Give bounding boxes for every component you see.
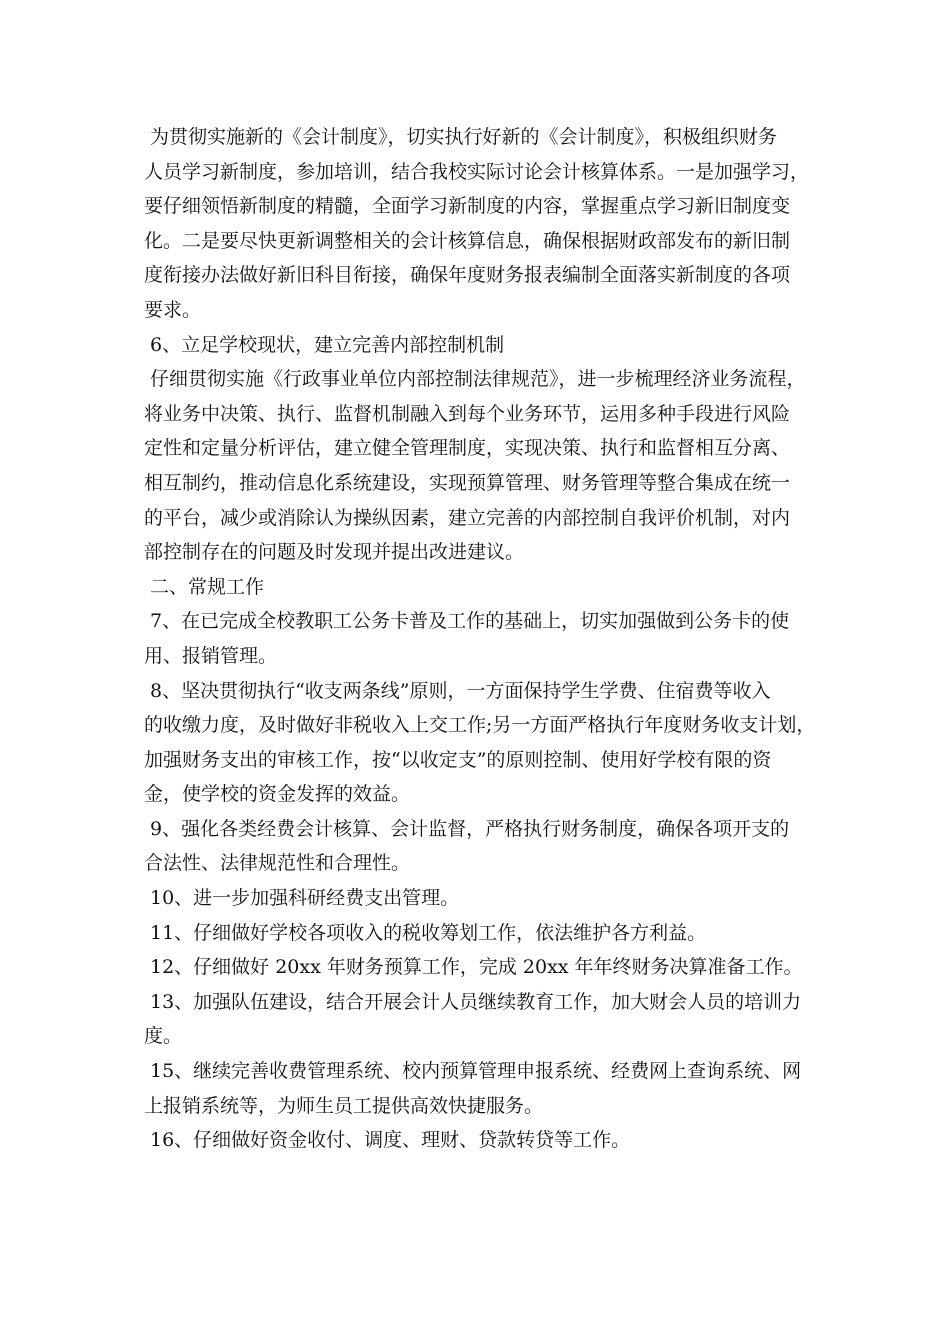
text-line: 将业务中决策、执行、监督机制融入到每个业务环节，运用多种手段进行风险 — [144, 402, 791, 425]
text-line: 人员学习新制度，参加培训，结合我校实际讨论会计核算体系。一是加强学习， — [144, 160, 810, 183]
text-line: 合法性、法律规范性和合理性。 — [144, 852, 411, 875]
item-16 — [144, 1123, 812, 1158]
text-line: 的平台，减少或消除认为操纵因素，建立完善的内部控制自我评价机制，对内 — [144, 506, 791, 529]
document-body — [144, 120, 816, 1158]
text-line: 化。二是要尽快更新调整相关的会计核算信息，确保根据财政部发布的新旧制 — [144, 229, 791, 252]
text-line: 相互制约，推动信息化系统建设，实现预算管理、财务管理等整合集成在统一 — [144, 471, 791, 494]
text-line: 9、强化各类经费会计核算、会计监督，严格执行财务制度，确保各项开支的 — [150, 817, 790, 840]
item-11 — [144, 916, 812, 951]
text-line: 6、立足学校现状，建立完善内部控制机制 — [150, 333, 505, 356]
text-line: 16、仔细做好资金收付、调度、理财、贷款转贷等工作。 — [150, 1129, 631, 1152]
section-heading-routine-work — [144, 570, 812, 605]
text-line: 15、继续完善收费管理系统、校内预算管理申报系统、经费网上查询系统、网 — [150, 1060, 802, 1083]
text-line: 二、常规工作 — [150, 575, 265, 598]
text-line: 13、加强队伍建设，结合开展会计人员继续教育工作，加大财会人员的培训力 — [150, 990, 802, 1013]
paragraph-internal-control — [144, 362, 812, 570]
text-line: 仔细贯彻实施《行政事业单位内部控制法律规范》，进一步梳理经济业务流程， — [150, 368, 806, 391]
paragraph-accounting-system — [144, 120, 812, 328]
heading-item-6 — [144, 328, 812, 363]
text-line: 7、在已完成全校教职工公务卡普及工作的基础上，切实加强做到公务卡的使 — [150, 610, 790, 633]
item-13 — [144, 985, 812, 1054]
text-line: 度。 — [144, 1025, 183, 1048]
text-line: 11、仔细做好学校各项收入的税收筹划工作，依法维护各方利益。 — [150, 921, 707, 944]
item-7 — [144, 604, 812, 673]
item-12 — [144, 950, 812, 985]
text-line: 的收缴力度，及时做好非税收入上交工作;另一方面严格执行年度财务收支计划， — [144, 714, 816, 737]
text-line: 定性和定量分析评估，建立健全管理制度，实现决策、执行和监督相互分离、 — [144, 437, 791, 460]
item-10 — [144, 881, 812, 916]
text-line: 部控制存在的问题及时发现并提出改进建议。 — [144, 541, 525, 564]
item-15 — [144, 1054, 812, 1123]
text-line: 用、报销管理。 — [144, 644, 278, 667]
text-line: 10、进一步加强科研经费支出管理。 — [150, 887, 460, 910]
item-8 — [144, 674, 816, 812]
text-line: 金，使学校的资金发挥的效益。 — [144, 783, 411, 806]
text-line: 12、仔细做好 20xx 年财务预算工作，完成 20xx 年年终财务决算准备工作。 — [150, 956, 803, 979]
item-9 — [144, 812, 812, 881]
text-line: 上报销系统等，为师生员工提供高效快捷服务。 — [144, 1094, 544, 1117]
text-line: 度衔接办法做好新旧科目衔接，确保年度财务报表编制全面落实新制度的各项 — [144, 264, 791, 287]
text-line: 要求。 — [144, 298, 202, 321]
text-line: 8、坚决贯彻执行“收支两条线”原则，一方面保持学生学费、住宿费等收入 — [150, 679, 771, 702]
text-line: 要仔细领悟新制度的精髓，全面学习新制度的内容，掌握重点学习新旧制度变 — [144, 195, 791, 218]
text-line: 加强财务支出的审核工作，按“以收定支”的原则控制、使用好学校有限的资 — [144, 748, 772, 771]
text-line: 为贯彻实施新的《会计制度》，切实执行好新的《会计制度》，积极组织财务 — [150, 126, 778, 148]
